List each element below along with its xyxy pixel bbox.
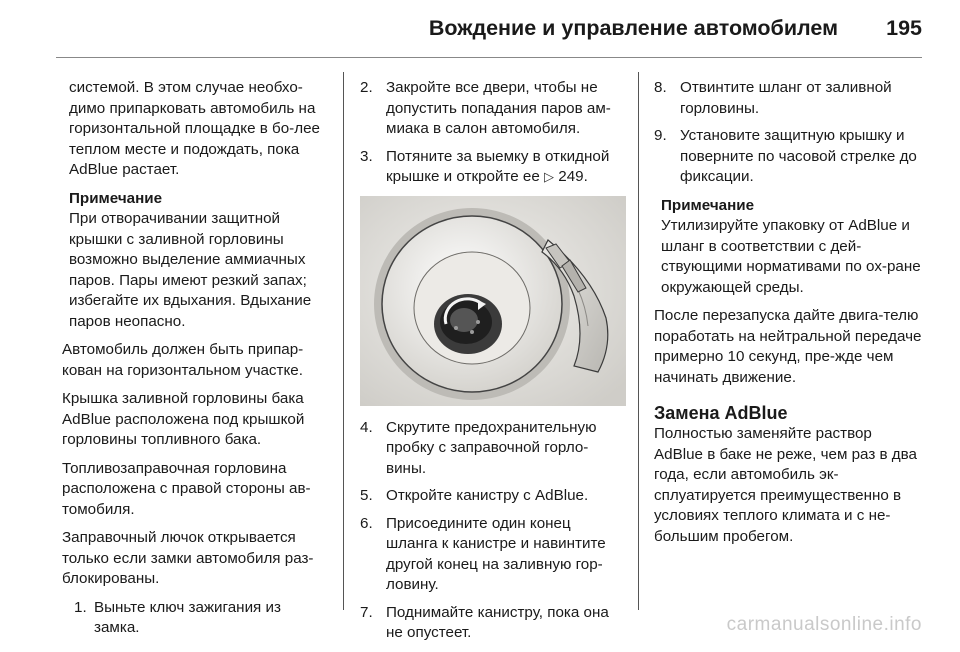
column-divider-2 xyxy=(638,72,639,610)
fuel-filler-flap-illustration xyxy=(360,196,626,406)
step-text: Закройте все двери, чтобы не допустить попадания паров ам-миака в салон автомобиля. xyxy=(386,79,611,137)
page-reference[interactable]: 249. xyxy=(558,168,588,185)
note-block xyxy=(654,196,924,299)
note-text: Утилизируйте упаковку от AdBlue и шланг в соответствии с дей-ствующими нормативами по ох-ране окружающей среды. xyxy=(661,217,921,296)
step-item xyxy=(654,78,924,119)
page-title: Вождение и управление автомобилем xyxy=(428,16,838,40)
step-text: Скрутите предохранительную пробку с заправочной горло-вины. xyxy=(386,418,597,477)
paragraph: Автомобиль должен быть припар-кован на горизонтальном участке. xyxy=(62,341,304,379)
steps-list xyxy=(360,418,626,644)
step-item xyxy=(62,598,330,639)
column-2 xyxy=(360,78,626,652)
step-item xyxy=(360,603,626,644)
step-text: Откройте канистру с AdBlue. xyxy=(386,487,589,504)
step-item xyxy=(360,78,626,140)
step-text: Установите защитную крышку и поверните по часовой стрелке до фиксации. xyxy=(680,127,917,185)
step-number: 4. xyxy=(360,418,373,436)
step-item xyxy=(360,486,626,507)
paragraph-continuation: системой. В этом случае необхо-димо припарковать автомобиль на горизонтальной площадке в бо-лее теплом месте и подождать, пока AdBlue растает. xyxy=(69,79,320,178)
paragraph: После перезапуска дайте двига-телю поработать на нейтральной передаче примерно 10 секунд, пре-жде чем начинать движение. xyxy=(654,307,922,386)
step-text: Потяните за выемку в откидной крышке и откройте ее xyxy=(386,147,610,185)
paragraph: Заправочный лючок открывается только если замки автомобиля раз-блокированы. xyxy=(62,529,314,587)
step-number: 3. xyxy=(360,147,373,165)
note-text: При отворачивании защитной крышки с заливной горловины возможно выделение аммиачных паров. Пары имеют резкий запах; избегайте их вдыхания. Вдыхание паров неопасно. xyxy=(69,210,312,330)
steps-list xyxy=(360,78,626,188)
step-text: Отвинтите шланг от заливной горловины. xyxy=(680,79,892,117)
step-text-with-ref xyxy=(386,147,626,188)
step-text: Выньте ключ зажигания из замка. xyxy=(94,598,281,636)
step-item xyxy=(654,126,924,188)
step-number: 6. xyxy=(360,514,373,532)
step-number: 1. xyxy=(74,598,87,616)
column-divider-1 xyxy=(343,72,344,610)
step-number: 7. xyxy=(360,603,373,621)
header-rule xyxy=(56,57,922,58)
paragraph: Крышка заливной горловины бака AdBlue расположена под крышкой горловины топливного бака. xyxy=(62,390,305,448)
step-number: 8. xyxy=(654,79,667,96)
page-header xyxy=(0,0,960,64)
note-title: Примечание xyxy=(69,189,163,207)
steps-list xyxy=(654,78,924,188)
note-block xyxy=(62,189,330,333)
paragraph: Полностью заменяйте раствор AdBlue в баке не реже, чем раз в два года, если автомобиль эк-сплуатируется преимущественно в условиях теплого климата и с не-большим пробегом. xyxy=(654,425,917,545)
step-number: 9. xyxy=(654,127,667,144)
step-text: Поднимайте канистру, пока она не опустеет. xyxy=(386,603,609,641)
column-1 xyxy=(62,78,330,647)
page-reference-arrow-icon[interactable]: ▷ xyxy=(544,169,555,184)
step-number: 5. xyxy=(360,487,373,504)
page-number: 195 xyxy=(886,16,922,40)
column-3 xyxy=(654,78,924,555)
steps-list xyxy=(62,598,330,639)
watermark: carmanualsonline.info xyxy=(726,614,922,635)
step-item xyxy=(360,418,626,480)
step-item xyxy=(360,514,626,596)
step-text: Присоедините один конец шланга к канистре и навинтите другой конец на заливную гор-ловину. xyxy=(386,514,606,593)
note-title: Примечание xyxy=(661,196,755,214)
fuel-filler-illustration-svg xyxy=(360,196,626,406)
section-title: Замена AdBlue xyxy=(654,403,788,423)
paragraph: Топливозаправочная горловина расположена с правой стороны ав-томобиля. xyxy=(62,459,311,518)
step-item xyxy=(360,147,626,188)
step-number: 2. xyxy=(360,79,373,96)
